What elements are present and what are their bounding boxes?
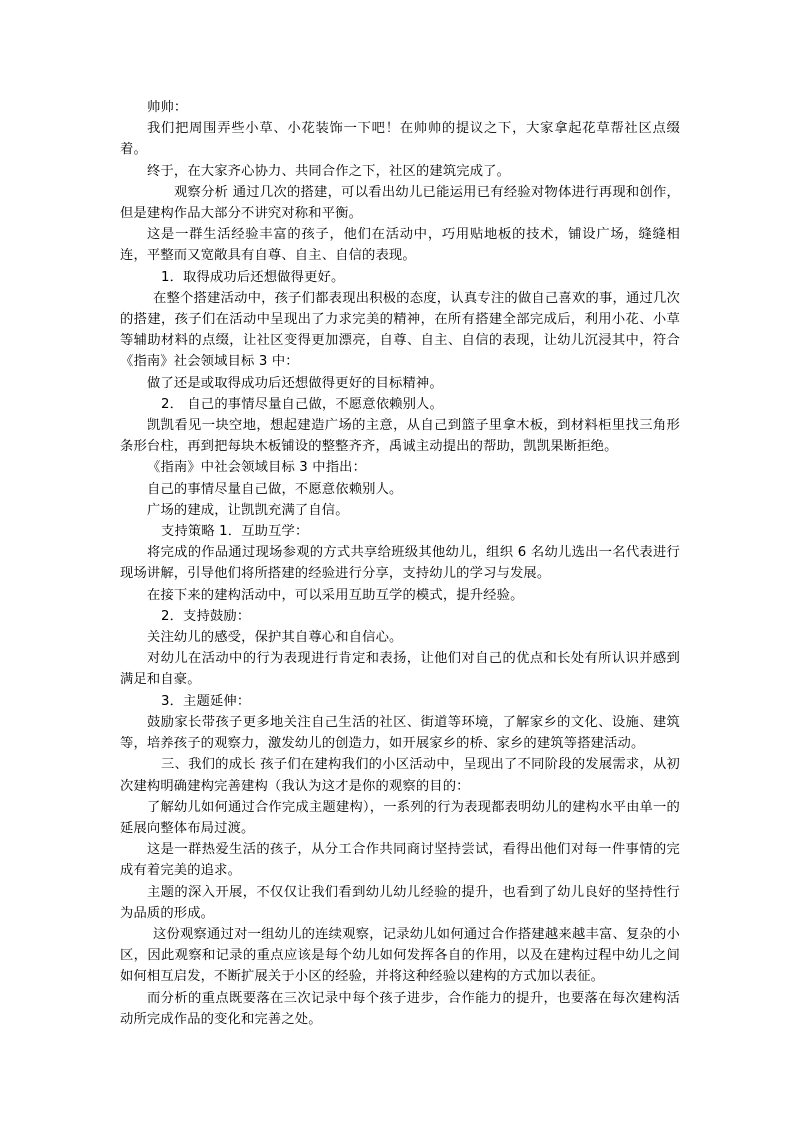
- document-body: [120, 97, 680, 1030]
- paragraph-6: 1．取得成功后还想做得更好。: [161, 269, 345, 285]
- paragraph-22: 三、我们的成长 孩子们在建构我们的小区活动中，呈现出了不同阶段的发展需求，从初次建构明确建构完善建构（我认为这才是你的观察的目的：: [120, 757, 680, 794]
- paragraph-5: 这是一群生活经验丰富的孩子，他们在活动中，巧用贴地板的技术，铺设广场，缝缝相连，平整而又宽敞具有自尊、自主、自信的表现。: [120, 227, 680, 264]
- paragraph-14: 支持策略 1．互助互学：: [161, 524, 309, 540]
- paragraph-27: 而分析的重点既要落在三次记录中每个孩子进步，合作能力的提升，也要落在每次建构活动所完成作品的变化和完善之处。: [120, 990, 680, 1027]
- paragraph-8: 做了还是或取得成功后还想做得更好的目标精神。: [147, 375, 443, 391]
- paragraph-15: 将完成的作品通过现场参观的方式共享给班级其他幼儿，组织 6 名幼儿选出一名代表进行现场讲解，引导他们将所搭建的经验进行分享，支持幼儿的学习与发展。: [120, 545, 680, 582]
- paragraph-18: 关注幼儿的感受，保护其自尊心和自信心。: [147, 630, 403, 646]
- paragraph-11: 《指南》中社会领域目标 3 中指出：: [147, 460, 367, 476]
- paragraph-25: 主题的深入开展，不仅仅让我们看到幼儿幼儿经验的提升，也看到了幼儿良好的坚持性行为品质的形成。: [120, 884, 680, 921]
- paragraph-9: 2． 自己的事情尽量自己做，不愿意依赖别人。: [161, 396, 443, 412]
- paragraph-3: 终于，在大家齐心协力、共同合作之下，社区的建筑完成了。: [147, 163, 511, 179]
- paragraph-21: 鼓励家长带孩子更多地关注自己生活的社区、街道等环境，了解家乡的文化、设施、建筑等，培养孩子的观察力，激发幼儿的创造力，如开展家乡的桥、家乡的建筑等搭建活动。: [120, 714, 680, 752]
- paragraph-12: 自己的事情尽量自己做，不愿意依赖别人。: [147, 481, 403, 497]
- paragraph-7: 在整个搭建活动中，孩子们都表现出积极的态度，认真专注的做自己喜欢的事，通过几次的搭建，孩子们在活动中呈现出了力求完美的精神，在所有搭建全部完成后，利用小花、小草等辅助材料的点缀，让社区变得更加漂亮，自尊、自主、自信的表现，让幼儿沉浸其中，符合《指南》社会领域目标 3 中：: [120, 290, 680, 370]
- paragraph-4: 观察分析 通过几次的搭建，可以看出幼儿已能运用已有经验对物体进行再现和创作，但是建构作品大部分不讲究对称和平衡。: [120, 184, 680, 222]
- paragraph-13: 广场的建成，让凯凯充满了自信。: [147, 502, 349, 518]
- paragraph-20: 3．主题延伸：: [161, 693, 251, 709]
- paragraph-10: 凯凯看见一块空地，想起建造广场的主意，从自己到篮子里拿木板，到材料柜里找三角形条形台柱，再到把每块木板铺设的整整齐齐，禹诚主动提出的帮助，凯凯果断拒绝。: [120, 418, 680, 455]
- paragraph-1: 帅帅：: [147, 100, 188, 115]
- paragraph-17: 2．支持鼓励：: [161, 608, 251, 624]
- paragraph-23: 了解幼儿如何通过合作完成主题建构），一系列的行为表现都表明幼儿的建构水平由单一的延展向整体布局过渡。: [120, 799, 680, 836]
- paragraph-24: 这是一群热爱生活的孩子，从分工合作共同商讨坚持尝试，看得出他们对每一件事情的完成有着完美的追求。: [120, 842, 680, 879]
- paragraph-2: 我们把周围弄些小草、小花装饰一下吧！在帅帅的提议之下，大家拿起花草帮社区点缀着。: [120, 121, 680, 158]
- paragraph-19: 对幼儿在活动中的行为表现进行肯定和表扬，让他们对自己的优点和长处有所认识并感到满足和自豪。: [120, 651, 680, 688]
- paragraph-26: 这份观察通过对一组幼儿的连续观察，记录幼儿如何通过合作搭建越来越丰富、复杂的小区，因此观察和记录的重点应该是每个幼儿如何发挥各自的作用，以及在建构过程中幼儿之间如何相互启发，不断扩展关于小区的经验，并将这种经验以建构的方式加以表征。: [120, 926, 680, 985]
- paragraph-16: 在接下来的建构活动中，可以采用互助互学的模式，提升经验。: [147, 587, 524, 603]
